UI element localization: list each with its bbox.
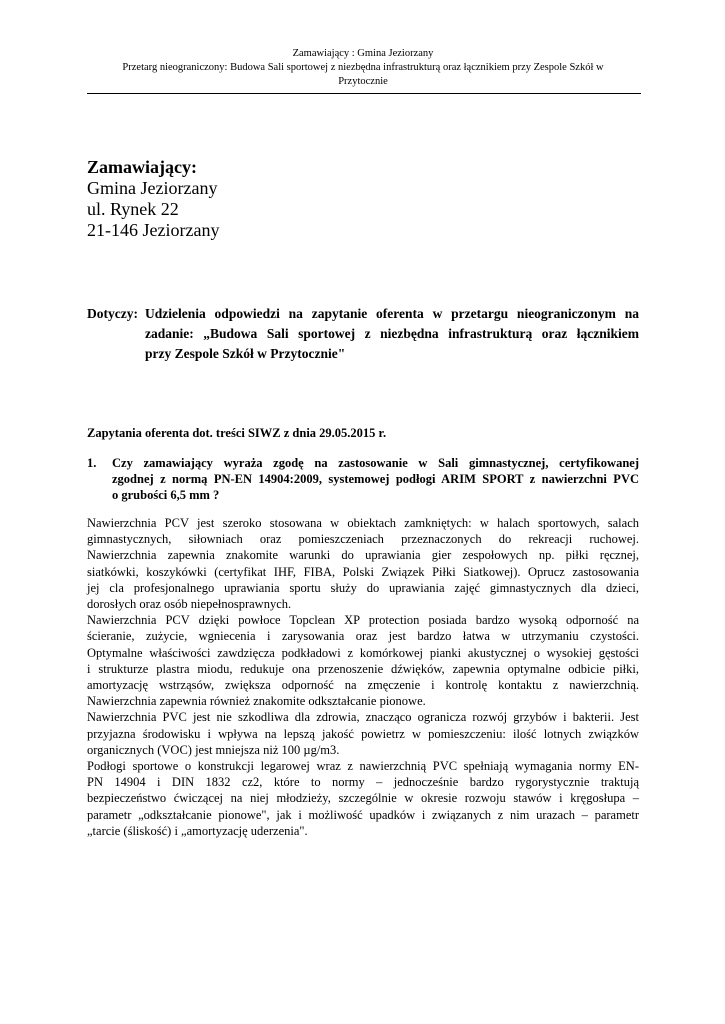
- answer-line: przyjazna środowisku i wpływa na lepszą jakość powietrz w pomieszczeniu: ilość lotnych związków: [87, 726, 639, 741]
- answer-line: ścieranie, zużycie, wgniecenia i zarysowania oraz jest bardzo łatwa w utrzymaniu czystości.: [87, 629, 639, 644]
- addressee-name: Gmina Jeziorzany: [87, 178, 218, 198]
- question-text: [112, 455, 639, 503]
- question-number: 1.: [87, 456, 97, 470]
- answer-line: gimnastycznych, siłowniach oraz pomieszczeniach przeznaczonych do rekreacji ruchowej.: [87, 532, 639, 547]
- answer-text: [87, 515, 639, 839]
- subject-block: [87, 304, 639, 364]
- subject-lead: Dotyczy:: [87, 306, 138, 321]
- addressee-street: ul. Rynek 22: [87, 199, 179, 219]
- answer-line: Nawierzchnia zapewnia również znakomite odkształcanie pionowe.: [87, 694, 426, 709]
- answer-line: PN 14904 i DIN 1832 cz2, które to normy – jednocześnie bardzo rygorystycznie traktują: [87, 775, 639, 790]
- answer-line: parametr „odkształcanie pionowe", jak i możliwość upadków i związanych z nim urazach – parametr: [87, 807, 639, 822]
- header-line-3: Przytocznie: [338, 76, 388, 87]
- page-header: [87, 47, 639, 89]
- questions-heading: Zapytania oferenta dot. treści SIWZ z dnia 29.05.2015 r.: [87, 426, 387, 440]
- subject-line: przy Zespole Szkół w Przytocznie": [145, 346, 346, 361]
- answer-line: Optymalne właściwości zawdzięcza podkładowi z komórkowej pianki akustycznej o wysokiej gęstości: [87, 645, 639, 660]
- subject-line: Udzielenia odpowiedzi na zapytanie oferenta w przetargu nieograniczonym na: [145, 306, 639, 321]
- subject-line: zadanie: „Budowa Sali sportowej z niezbędna infrastrukturą oraz łącznikiem: [145, 326, 639, 341]
- answer-line: jej cla profesjonalnego uprawiania sportu służy do uprawiania zajęć gimnastycznych dla dzieci,: [87, 580, 639, 595]
- answer-line: organicznych (VOC) jest mniejsza niż 100 µg/m3.: [87, 742, 340, 757]
- header-line-2: Przetarg nieograniczony: Budowa Sali sportowej z niezbędna infrastrukturą oraz łącznikiem przy Zespole Szkół w: [122, 62, 604, 73]
- answer-line: Nawierzchnia PVC jest nie szkodliwa dla zdrowia, znacząco ogranicza rozwój grzybów i bakterii. Jest: [87, 710, 639, 725]
- addressee-label: Zamawiający:: [87, 157, 197, 177]
- answer-line: Nawierzchnia PCV dzięki powłoce Topclean XP protection posiada bardzo wysoką odporność na: [87, 613, 639, 628]
- answer-line: amortyzację wstrząsów, zwiększa odporność na zmęczenie i kontrolę kontaktu z nawierzchnią.: [87, 678, 639, 693]
- subject-text: [145, 304, 639, 364]
- answer-line: Nawierzchnia zapewnia znakomite warunki do uprawiania gier zespołowych np. piłki ręcznej,: [87, 548, 639, 563]
- header-divider: [87, 93, 641, 94]
- answer-line: Podłogi sportowe o konstrukcji legarowej wraz z nawierzchnią PVC spełniają wymagania normy EN-: [87, 759, 639, 774]
- question-item: [87, 455, 639, 503]
- question-line: o grubości 6,5 mm ?: [112, 488, 220, 502]
- answer-line: dorosłych oraz osób niepełnosprawnych.: [87, 597, 292, 612]
- addressee-block: [87, 157, 487, 241]
- answer-line: bezpieczeństwo ćwiczącej na niej młodzieży, szczególnie w okresie rozwoju stawów i kręgosłupa –: [87, 791, 639, 806]
- answer-line: Nawierzchnia PCV jest szeroko stosowana w obiektach zamkniętych: w halach sportowych, salach: [87, 516, 639, 530]
- answer-line: „tarcie (śliskość) i „amortyzację uderzenia".: [87, 823, 308, 838]
- answer-line: i strukturze plastra miodu, redukuje ona przenoszenie dźwięków, zapewnia optymalne odbicie piłki,: [87, 661, 639, 676]
- addressee-city: 21-146 Jeziorzany: [87, 220, 220, 240]
- question-line: Czy zamawiający wyraża zgodę na zastosowanie w Sali gimnastycznej, certyfikowanej: [112, 456, 639, 470]
- answer-line: siatkówki, koszykówki (certyfikat IHF, FIBA, Polski Związek Piłki Siatkowej). Oprucz zastosowania: [87, 564, 639, 579]
- question-line: zgodnej z normą PN-EN 14904:2009, systemowej podłogi ARIM SPORT z nawierzchni PVC: [112, 472, 639, 486]
- header-line-1: Zamawiający : Gmina Jeziorzany: [292, 48, 434, 59]
